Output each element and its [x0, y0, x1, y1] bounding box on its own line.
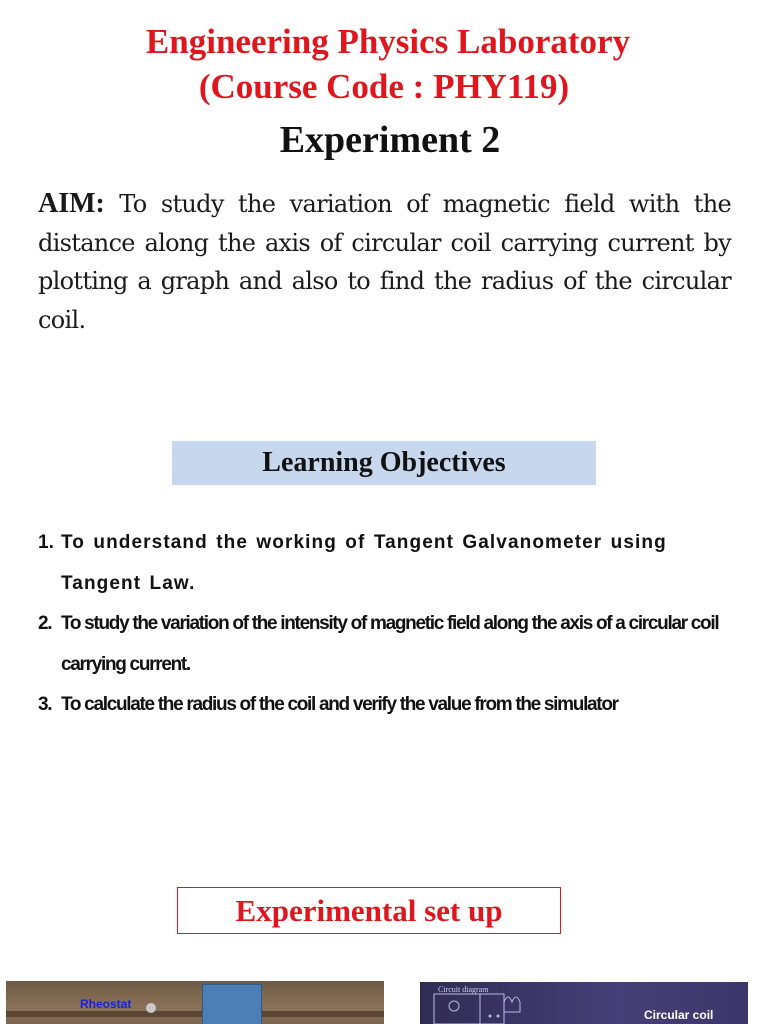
- aim-label: AIM:: [38, 188, 105, 219]
- objective-text: To calculate the radius of the coil and verify the value from the simulator: [61, 694, 618, 715]
- experimental-setup-heading: Experimental set up: [177, 887, 561, 934]
- aim-text: To study the variation of magnetic field with the distance along the axis of circular coil carrying current by plotting a graph and also to find the radius of the circular coil.: [38, 190, 731, 334]
- course-code: (Course Code : PHY119): [198, 67, 570, 106]
- photo-power-supply: [202, 984, 262, 1024]
- objective-item: [38, 685, 738, 726]
- objective-item: [38, 604, 738, 685]
- objective-text: To understand the working of Tangent Galvanometer using Tangent Law.: [61, 532, 667, 594]
- experiment-heading: Experiment 2: [279, 119, 501, 161]
- objective-number: 3.: [38, 694, 52, 715]
- objective-number: 2.: [38, 613, 52, 634]
- rheostat-label: Rheostat: [80, 997, 132, 1011]
- objective-number: 1.: [38, 532, 54, 553]
- objective-text: To study the variation of the intensity of magnetic field along the axis of a circular coil carrying current.: [61, 613, 719, 675]
- aim-paragraph: [38, 185, 731, 339]
- apparatus-photo: [6, 981, 384, 1024]
- objective-item: [38, 523, 738, 604]
- photo-table-edge: [6, 1011, 384, 1017]
- photo-knob: [146, 1003, 156, 1013]
- learning-objectives-heading: Learning Objectives: [172, 441, 596, 485]
- course-title: Engineering Physics Laboratory: [145, 22, 631, 61]
- circuit-diagram-image: [420, 982, 748, 1024]
- circuit-diagram-label: Circuit diagram: [438, 985, 489, 994]
- circular-coil-label: Circular coil: [644, 1008, 714, 1022]
